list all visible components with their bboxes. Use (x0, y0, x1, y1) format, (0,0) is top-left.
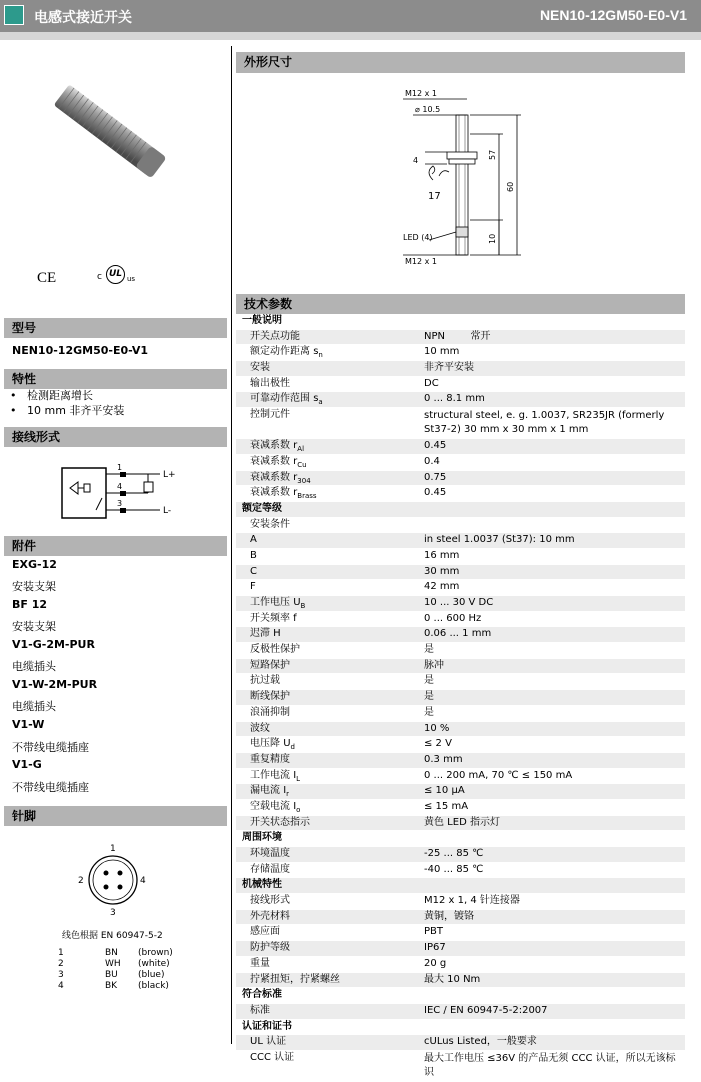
column-divider (231, 46, 232, 1044)
dim-10: 10 (488, 233, 497, 244)
color-row: 1 BN (brown) (58, 948, 173, 958)
pins-section-header: 针脚 (4, 806, 227, 826)
accessory-name: V1-G-2M-PUR (12, 638, 95, 651)
table-row: 浪涌抑制 是 (236, 706, 685, 722)
table-row: 额定动作距离 $s_n$ 10 mm (236, 345, 685, 361)
list-item: • 10 mm 非齐平安装 (10, 404, 125, 417)
dim-m12-top: M12 x 1 (405, 89, 437, 98)
spec-group: 额定等级 (236, 502, 685, 518)
table-row: 存储温度 -40 ... 85 ℃ (236, 863, 685, 879)
table-row: 标准 IEC / EN 60947-5-2:2007 (236, 1004, 685, 1020)
table-row: 拧紧扭矩，拧紧螺丝 最大 10 Nm (236, 973, 685, 989)
table-row: 感应面 PBT (236, 925, 685, 941)
table-row: 接线形式 M12 x 1, 4 针连接器 (236, 894, 685, 910)
color-row: 4 BK (black) (58, 981, 169, 991)
wiring-pin-1: 1 (117, 463, 123, 472)
wiring-section-header: 接线形式 (4, 427, 227, 447)
table-row: 开关状态指示 黄色 LED 指示灯 (236, 816, 685, 832)
table-row: 衰减系数 $r_{Cu}$ 0.4 (236, 455, 685, 471)
table-row: A in steel 1.0037 (St37): 10 mm (236, 533, 685, 549)
model-section-header: 型号 (4, 318, 227, 338)
dim-57: 57 (488, 149, 497, 160)
dim-60: 60 (506, 181, 515, 192)
color-row: 3 BU (blue) (58, 970, 165, 980)
spec-group: 符合标准 (236, 988, 685, 1004)
table-row: 重复精度 0.3 mm (236, 753, 685, 769)
accessory-desc: 安装支架 (12, 580, 56, 593)
accessory-desc: 不带线电缆插座 (12, 741, 89, 754)
table-row: 电压降 $U_d$ ≤ 2 V (236, 737, 685, 753)
accessory-desc: 电缆插头 (12, 700, 56, 713)
table-row: 安装条件 (236, 518, 685, 534)
pinout-diagram (78, 842, 158, 918)
table-row: 衰减系数 $r_{Al}$ 0.45 (236, 439, 685, 455)
table-row: 漏电流 $I_r$ ≤ 10 μA (236, 784, 685, 800)
ce-mark: CE (37, 270, 57, 286)
cul-us-mark: c UL us (97, 262, 145, 288)
table-row: 工作电压 $U_B$ 10 ... 30 V DC (236, 596, 685, 612)
table-row: 抗过载 是 (236, 674, 685, 690)
wiring-diagram (60, 460, 190, 525)
spec-group: 机械特性 (236, 878, 685, 894)
accessories-section-header: 附件 (4, 536, 227, 556)
product-image (40, 78, 190, 193)
accessory-name: V1-G (12, 758, 42, 771)
table-row: 防护等级 IP67 (236, 941, 685, 957)
color-row: 2 WH (white) (58, 959, 170, 969)
list-item: • 检测距离增长 (10, 389, 93, 402)
table-row: 开关频率 f 0 ... 600 Hz (236, 612, 685, 628)
spec-group: 认证和证书 (236, 1020, 685, 1036)
table-row: 输出极性 DC (236, 377, 685, 393)
dim-led: LED (4) (403, 233, 433, 242)
accessory-desc: 安装支架 (12, 620, 56, 633)
table-row: 重量 20 g (236, 957, 685, 973)
spec-section-header: 技术参数 (236, 294, 685, 314)
page-header (0, 0, 701, 32)
pin-label-4: 4 (140, 876, 146, 886)
dim-m12-bottom: M12 x 1 (405, 257, 437, 266)
table-row: 外壳材料 黄铜，镀铬 (236, 910, 685, 926)
color-table (58, 948, 188, 992)
pin-label-3: 3 (110, 908, 116, 918)
table-row: 衰减系数 $r_{304}$ 0.75 (236, 471, 685, 487)
features-section-header: 特性 (4, 369, 227, 389)
brand-square-icon (4, 5, 24, 25)
page-title: 电感式接近开关 (34, 10, 132, 26)
header-underbar (0, 32, 701, 40)
table-row: 控制元件 structural steel, e. g. 1.0037, SR235JR (formerly St37-2) 30 mm x 30 mm x 1 mm (236, 408, 685, 439)
accessory-name: BF 12 (12, 598, 48, 611)
table-row: 断线保护 是 (236, 690, 685, 706)
wiring-pin-4: 4 (117, 482, 123, 491)
dimension-drawing (395, 84, 535, 274)
pin-label-2: 2 (78, 876, 84, 886)
accessory-desc: 不带线电缆插座 (12, 781, 89, 794)
table-row: CCC 认证 最大工作电压 ≤36V 的产品无须 CCC 认证，所以无该标识 (236, 1051, 685, 1082)
dimensions-section-header: 外形尺寸 (236, 52, 685, 73)
accessory-name: V1-W-2M-PUR (12, 678, 98, 691)
table-row: UL 认证 cULus Listed，一般要求 (236, 1035, 685, 1051)
table-row: 反极性保护 是 (236, 643, 685, 659)
table-row: 工作电流 $I_L$ 0 ... 200 mA, 70 ℃ ≤ 150 mA (236, 769, 685, 785)
wiring-pin-3: 3 (117, 499, 123, 508)
pin-label-1: 1 (110, 844, 116, 854)
table-row: 空载电流 $I_o$ ≤ 15 mA (236, 800, 685, 816)
dim-4: 4 (413, 156, 419, 165)
table-row: 波纹 10 % (236, 722, 685, 738)
table-row: 可靠动作范围 $s_a$ 0 ... 8.1 mm (236, 392, 685, 408)
dim-diameter: ⌀ 10.5 (415, 105, 441, 114)
color-note: 线色根据 EN 60947-5-2 (62, 931, 163, 941)
table-row: F 42 mm (236, 580, 685, 596)
spec-group: 周围环境 (236, 831, 685, 847)
wiring-lminus: L- (163, 506, 172, 516)
accessory-name: V1-W (12, 718, 45, 731)
table-row: C 30 mm (236, 565, 685, 581)
accessory-desc: 电缆插头 (12, 660, 56, 673)
table-row: 迟滞 H 0.06 ... 1 mm (236, 627, 685, 643)
dim-17: 17 (428, 191, 441, 202)
model-value: NEN10-12GM50-E0-V1 (12, 344, 149, 357)
table-row: 短路保护 脉冲 (236, 659, 685, 675)
table-row: 开关点功能 NPN 常开 (236, 330, 685, 346)
spec-table (236, 314, 685, 1082)
header-model: NEN10-12GM50-E0-V1 (539, 7, 687, 23)
table-row: 衰减系数 $r_{Brass}$ 0.45 (236, 486, 685, 502)
table-row: 环境温度 -25 ... 85 ℃ (236, 847, 685, 863)
table-row: 安装 非齐平安装 (236, 361, 685, 377)
accessory-name: EXG-12 (12, 558, 57, 571)
spec-group: 一般说明 (236, 314, 685, 330)
table-row: B 16 mm (236, 549, 685, 565)
wiring-lplus: L+ (163, 470, 176, 480)
features-list (10, 388, 124, 418)
